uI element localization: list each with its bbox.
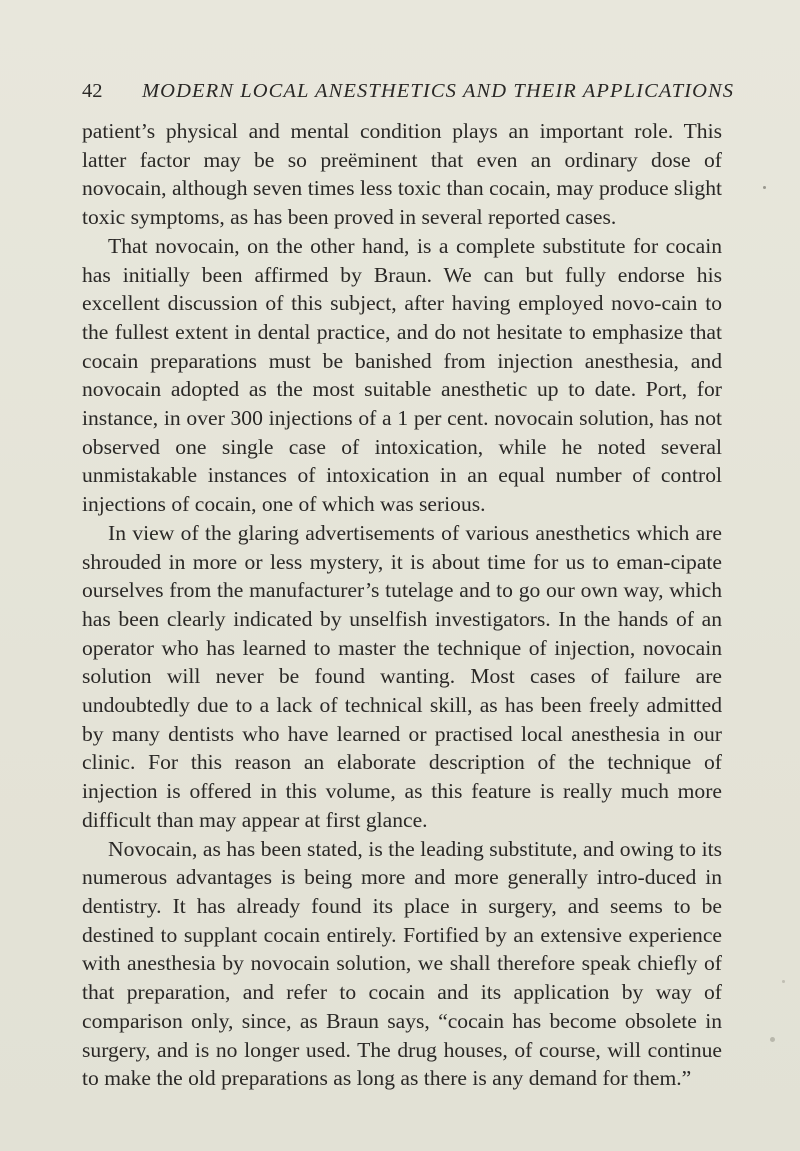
running-title: MODERN LOCAL ANESTHETICS AND THEIR APPLICATIONS [142, 80, 735, 102]
paragraph: patient’s physical and mental condition plays an important role. This latter factor may be so preëminent that even an ordinary dose of novocain, although seven times less toxic than cocain, may produce slight toxic symptoms, as has been proved in several reported cases. [82, 119, 722, 230]
paper-speck [770, 1037, 775, 1042]
paper-speck [782, 980, 785, 983]
body-text [82, 117, 722, 1093]
paragraph: In view of the glaring advertisements of various anesthetics which are shrouded in more or less mystery, it is about time for us to eman-cipate ourselves from the manufacturer’s tutelage and to go our own way, which has been clearly indicated by unselfish investigators. In the hands of an operator who has learned to master the technique of injection, novocain solution will never be found wanting. Most cases of failure are undoubtedly due to a lack of technical skill, as has been freely admitted by many dentists who have learned or practised local anesthesia in our clinic. For this reason an elaborate description of the technique of injection is offered in this volume, as this feature is really much more difficult than may appear at first glance. [82, 520, 722, 832]
paragraph: Novocain, as has been stated, is the leading substitute, and owing to its numerous advantages is being more and more generally intro-duced in dentistry. It has already found its place in surgery, and seems to be destined to supplant cocain entirely. Fortified by an extensive experience with anesthesia by novocain solution, we shall therefore speak chiefly of that preparation, and refer to cocain and its application by way of comparison only, since, as Braun says, “cocain has become obsolete in surgery, and is no longer used. The drug houses, of course, will continue to make the old preparations as long as there is any demand for them.” [82, 836, 722, 1091]
page-header [82, 76, 735, 106]
paper-speck [763, 186, 766, 189]
page-number: 42 [82, 80, 103, 102]
paragraph: That novocain, on the other hand, is a complete substitute for cocain has initially been affirmed by Braun. We can but fully endorse his excellent discussion of this subject, after having employed novo-cain to the fullest extent in dental practice, and do not hesitate to emphasize that cocain preparations must be banished from injection anesthesia, and novocain adopted as the most suitable anesthetic up to date. Port, for instance, in over 300 injections of a 1 per cent. novocain solution, has not observed one single case of intoxication, while he noted several unmistakable instances of intoxication in an equal number of control injections of cocain, one of which was serious. [82, 233, 722, 517]
